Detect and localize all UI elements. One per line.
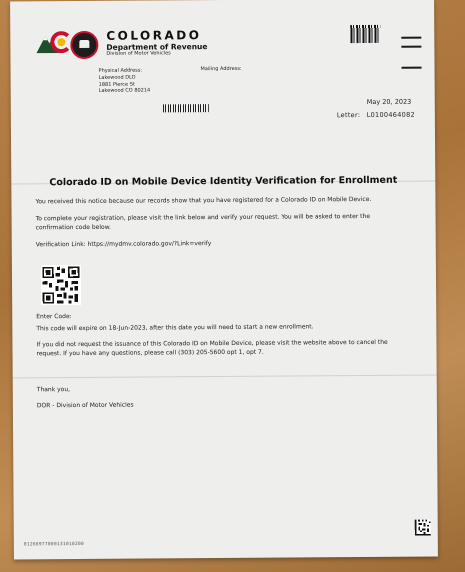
dmv-seal-icon [70, 31, 98, 59]
postal-barcode-icon [163, 104, 209, 112]
paragraph: You received this notice because our records show that you have registered for a Colorado ID on Mobile Device. [35, 195, 372, 206]
fold-line [13, 375, 437, 379]
document-id: 01266977000131010200 [23, 541, 85, 548]
enter-code-label: Enter Code: [36, 313, 72, 321]
paragraph: To complete your registration, please visit the link below and verify your request. You will be asked to enter the confirmation code below. [35, 212, 371, 232]
letter-label: Letter: [336, 111, 361, 120]
agency-block [106, 29, 207, 58]
header-rule [401, 46, 421, 48]
agency-name: COLORADO [106, 28, 202, 43]
header-rule [402, 67, 422, 69]
mailing-address-label: Mailing Address: [200, 65, 242, 73]
sun-icon [57, 38, 65, 46]
physical-address-label: Physical Address: [98, 67, 143, 74]
paragraph: If you did not request the issuance of this Colorado ID on Mobile Device, please visit the website above to cancel the request. If you have any questions, please call (303) 205-5600 opt 1, opt 7. [36, 338, 388, 357]
letter-title: Colorado ID on Mobile Device Identity Verification for Enrollment [49, 174, 398, 189]
address-line: Lakewood DLO [98, 74, 136, 81]
address-line: Lakewood CO 80214 [98, 87, 151, 95]
department-name: Department of Revenue [106, 41, 208, 52]
physical-address [99, 68, 151, 95]
address-line: 1881 Pierce St [98, 81, 135, 88]
letter-date: May 20, 2023 [366, 97, 412, 106]
closing: Thank you, [36, 386, 71, 394]
paragraph: This code will expire on 18-Jun-2023, after this date you will need to start a new enrollment. [36, 323, 314, 333]
letter-id: L0100464082 [366, 110, 415, 119]
verification-link[interactable]: Verification Link: https://mydmv.colorado.gov/?Link=verify [35, 240, 212, 249]
division-name: Division of Motor Vehicles [106, 50, 171, 58]
header-rule [401, 37, 421, 39]
letter-number [337, 111, 415, 120]
letter-page [10, 0, 438, 559]
qr-code-icon [41, 265, 81, 305]
signature: DOR - Division of Motor Vehicles [36, 401, 134, 410]
datamatrix-code-icon [415, 520, 431, 536]
barcode-icon [350, 25, 380, 43]
